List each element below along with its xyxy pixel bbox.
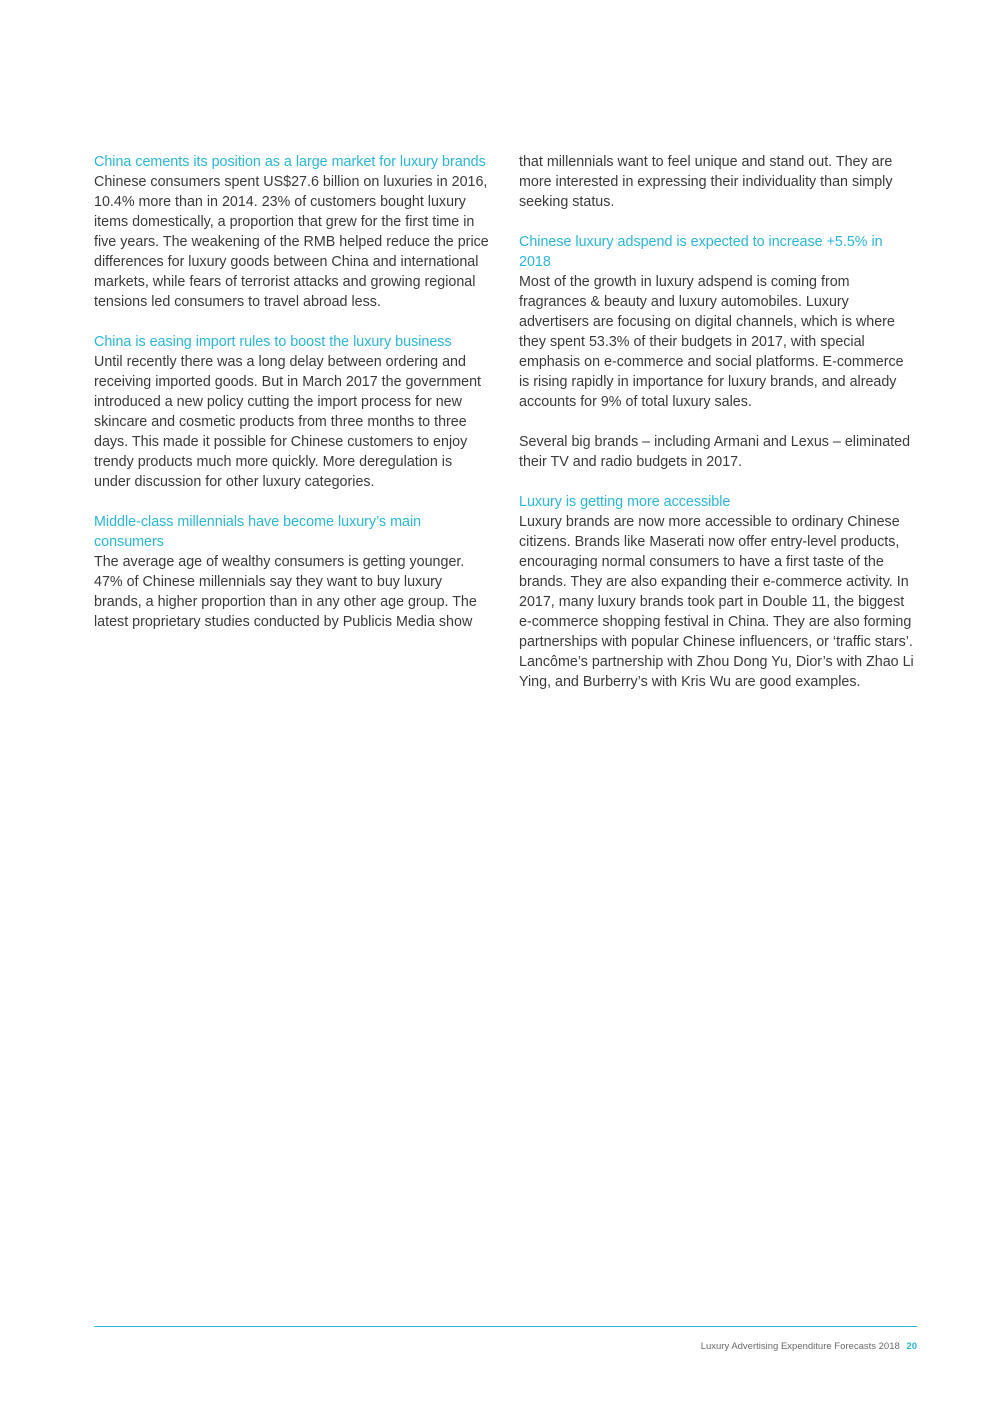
section-heading-millennials: Middle-class millennials have become luxury’s main consumers	[94, 514, 422, 550]
section-body-accessible: Luxury brands are now more accessible to ordinary Chinese citizens. Brands like Maserati now offer entry-level products, encouraging normal consumers to have a first taste of the brands. They are also expanding their e-commerce activity. In 2017, many luxury brands took part in Double 11, the biggest e-commerce shopping festival in China. They are also forming partnerships with popular Chinese influencers, or ‘traffic stars’. Lancôme’s partnership with Zhou Dong Yu, Dior’s with Zhao Li Ying, and Burberry’s with Kris Wu are good examples.	[519, 514, 914, 690]
section-body-millennials: The average age of wealthy consumers is getting younger. 47% of Chinese millennials say they want to buy luxury brands, a higher proportion than in any other age group. The latest proprietary studies conducted by Publicis Media show	[94, 554, 477, 630]
section-body-adspend-brands: Several big brands – including Armani and Lexus – eliminated their TV and radio budgets in 2017.	[519, 434, 911, 470]
section-body-import-rules: Until recently there was a long delay between ordering and receiving imported goods. But in March 2017 the government introduced a new policy cutting the import process for new skincare and cosmetic products from three months to three days. This made it possible for Chinese customers to enjoy trendy products much more quickly. More deregulation is under discussion for other luxury categories.	[94, 354, 482, 490]
left-column	[94, 152, 492, 652]
section-body-china-market: Chinese consumers spent US$27.6 billion on luxuries in 2016, 10.4% more than in 2014. 23% of customers bought luxury items domestically, a proportion that grew for the first time in five years. The weakening of the RMB helped reduce the price differences for luxury goods between China and international markets, while fears of terrorist attacks and growing regional tensions led consumers to travel abroad less.	[94, 174, 489, 310]
section-heading-accessible: Luxury is getting more accessible	[519, 494, 731, 510]
page-footer	[701, 1340, 917, 1354]
footer-divider	[94, 1326, 917, 1327]
footer-document-title: Luxury Advertising Expenditure Forecasts 2018	[700, 1341, 900, 1352]
right-column	[519, 152, 917, 712]
section-heading-import-rules: China is easing import rules to boost the luxury business	[94, 334, 452, 350]
millennials-continuation: that millennials want to feel unique and stand out. They are more interested in expressing their individuality than simply seeking status.	[519, 154, 893, 210]
page-number: 20	[906, 1341, 917, 1352]
section-body-adspend: Most of the growth in luxury adspend is coming from fragrances & beauty and luxury automobiles. Luxury advertisers are focusing on digital channels, which is where they spent 53.3% of their budgets in 2017, with special emphasis on e-commerce and social platforms. E-commerce is rising rapidly in importance for luxury brands, and already accounts for 9% of total luxury sales.	[519, 274, 904, 410]
section-heading-china-market: China cements its position as a large market for luxury brands	[94, 154, 486, 170]
section-heading-adspend: Chinese luxury adspend is expected to increase +5.5% in 2018	[519, 234, 883, 270]
